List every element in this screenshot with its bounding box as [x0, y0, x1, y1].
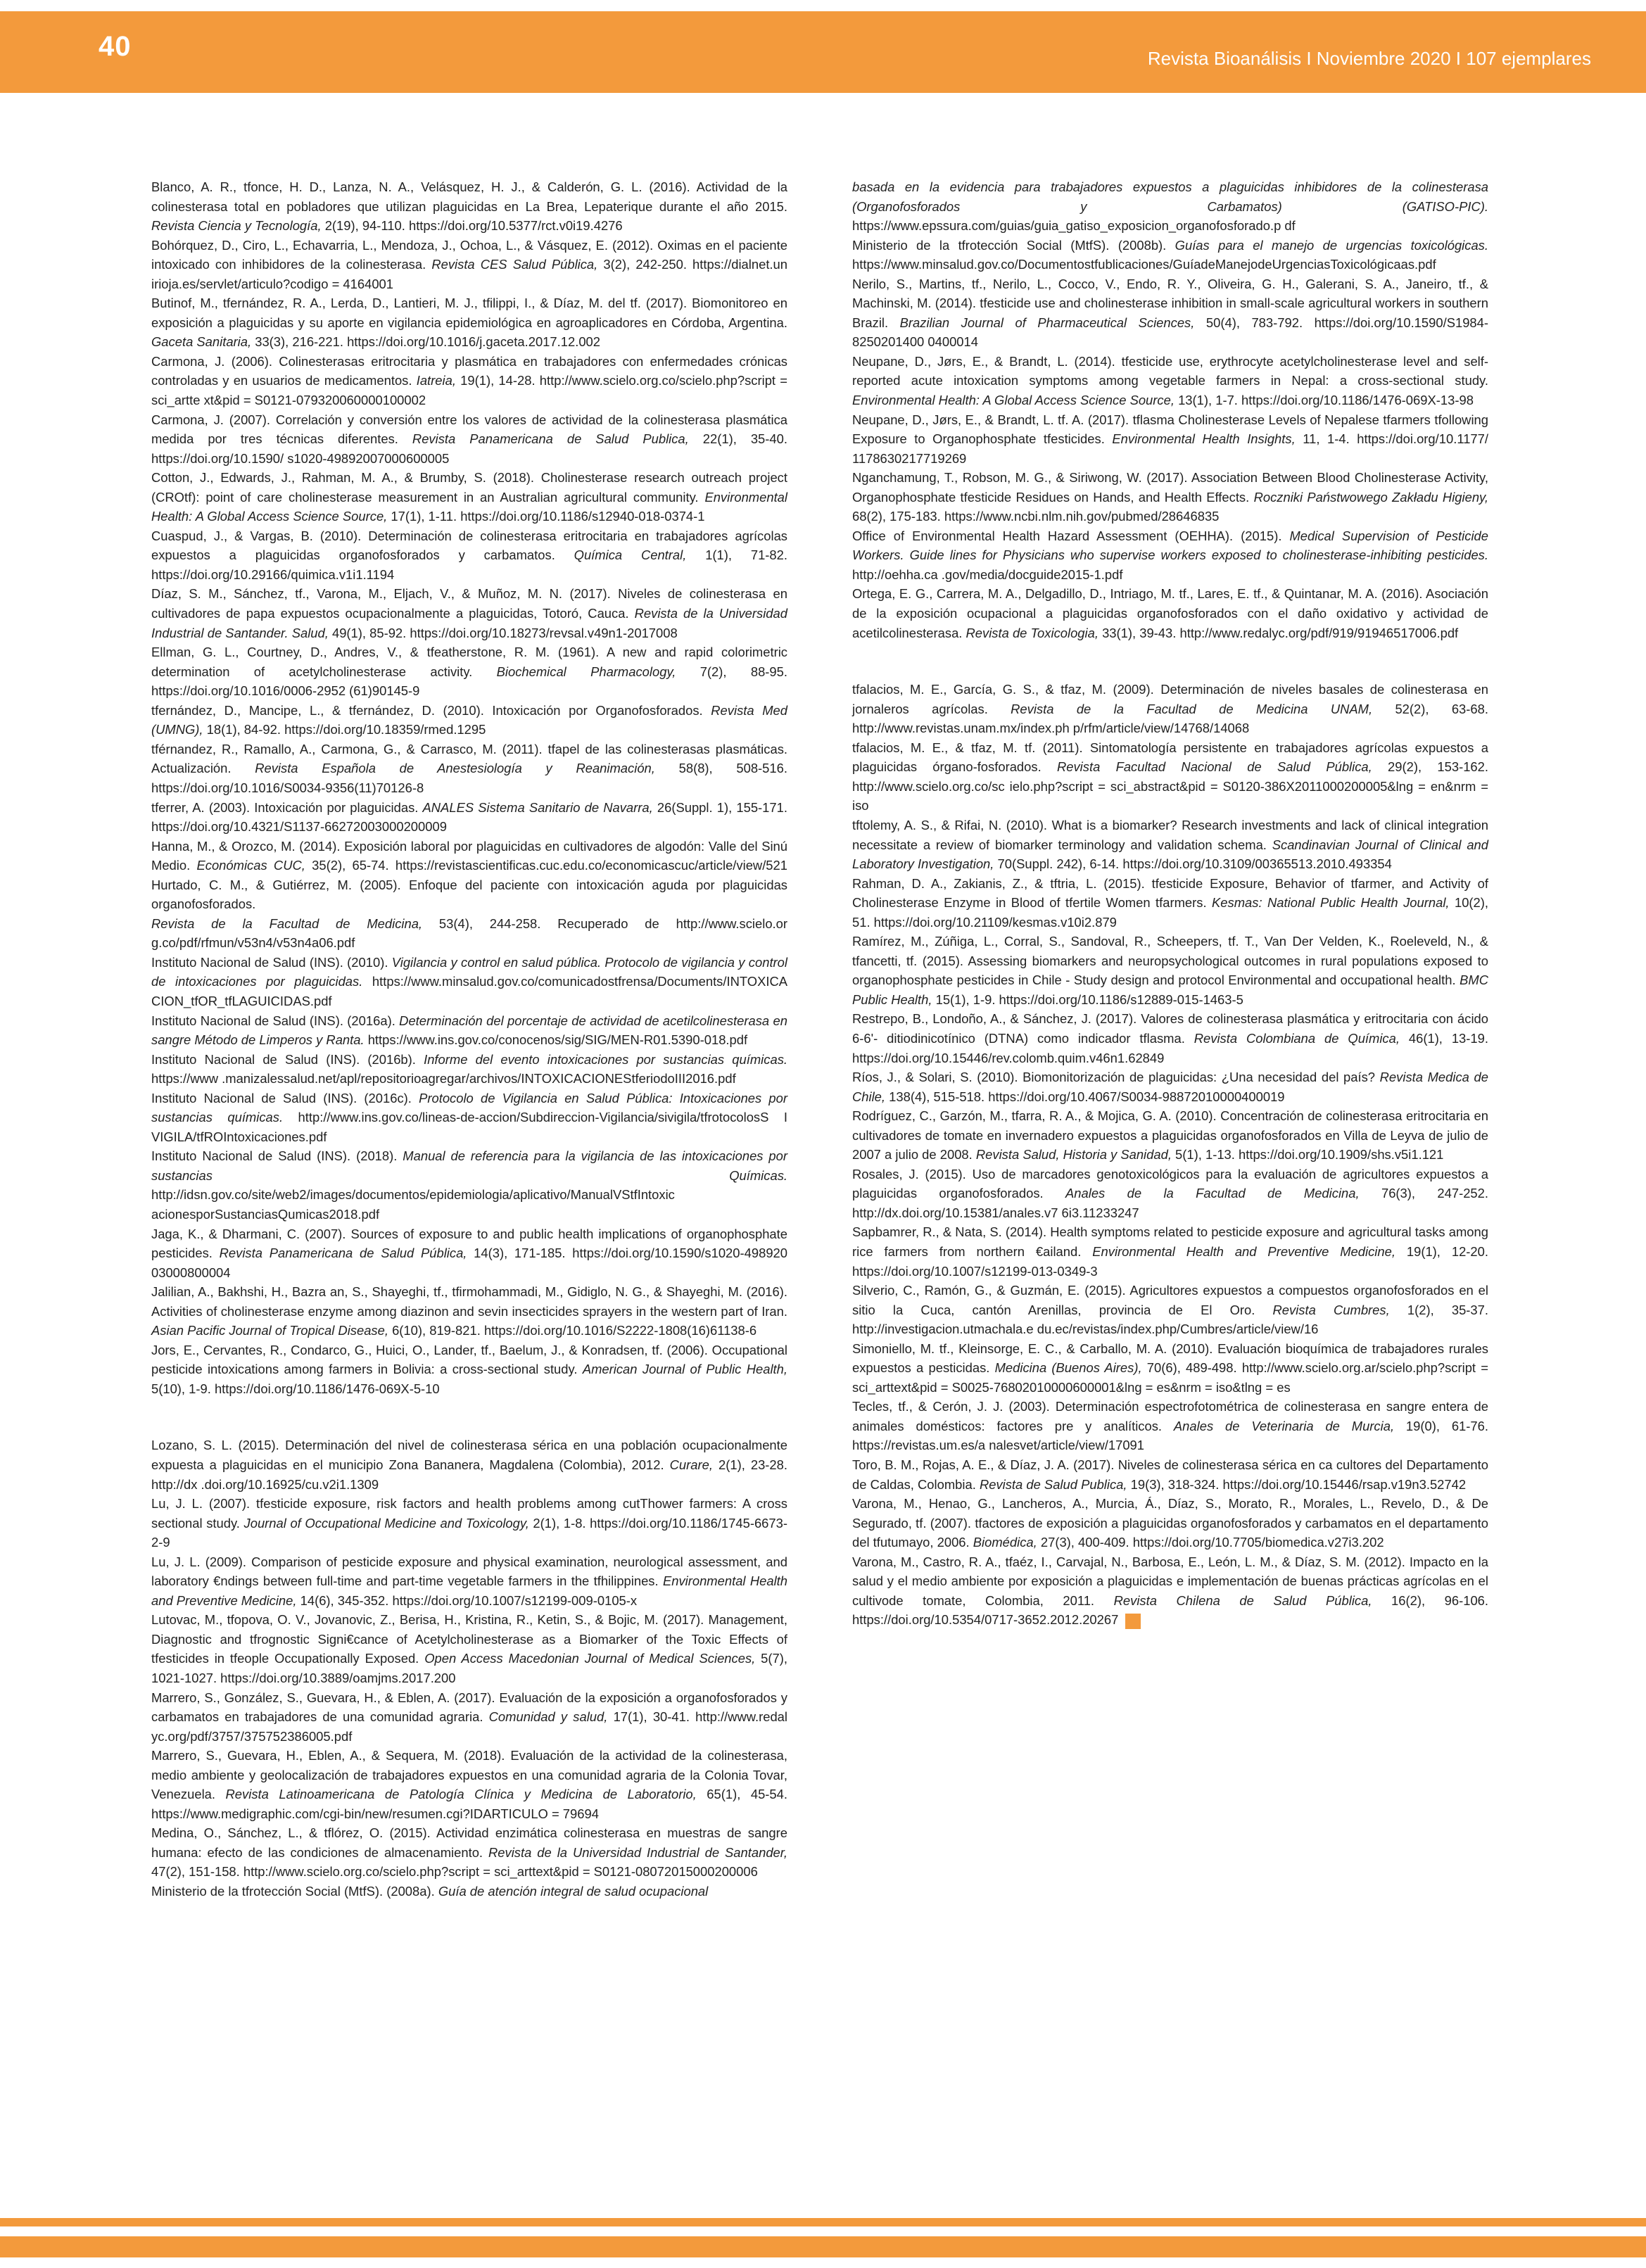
reference-details: 33(3), 216-221. https://doi.org/10.1016/j.gaceta.2017.12.002: [251, 334, 601, 350]
reference-details: https://www .manizalessalud.net/apl/repositorioagregar/archivos/INTOXICACIONEStferiodoIII2016.pdf: [151, 1071, 736, 1087]
reference-entry: [151, 953, 787, 1011]
reference-source: Scandinavian Journal of Clinical and Laboratory Investigation,: [852, 837, 1489, 872]
reference-text: Lozano, S. L. (2015). Determinación del nivel de colinesterasa sérica en una población ocupacionalmente expuesta a plaguicidas en el municipio Zona Bananera, Magdalena (Colombia), 2012.: [151, 1438, 787, 1472]
reference-entry: [852, 1552, 1488, 1630]
reference-entry: [151, 293, 787, 352]
reference-source: Manual de referencia para la vigilancia de las intoxicaciones por sustancias Químicas.: [151, 1148, 787, 1183]
reference-details: 11, 1-4. https://doi.org/10.1177/ 1178630217719269: [852, 431, 1488, 466]
reference-details: 5(1), 1-13. https://doi.org/10.1909/shs.v5i1.121: [1171, 1147, 1444, 1162]
reference-details: 16(2), 96-106. https://doi.org/10.5354/0717-3652.2012.20267: [852, 1592, 1489, 1628]
reference-source: Gaceta Sanitaria,: [151, 334, 252, 350]
reference-text: tfalacios, M. E., García, G. S., & tfaz, M. (2009). Determinación de niveles basales de colinesterasa en jornaleros agrícolas.: [852, 682, 1488, 716]
reference-entry: [852, 468, 1488, 526]
reference-text: Blanco, A. R., tfonce, H. D., Lanza, N. A., Velásquez, H. J., & Calderón, G. L. (2016). Actividad de la colinesterasa total en pobladores que utilizan plaguicidas en La Brea, Lepaterique durante el año 2015.: [151, 179, 787, 214]
page-header: [0, 11, 1646, 93]
reference-details: 19(1), 14-28. http://www.scielo.org.co/scielo.php?script = sci_artte xt&pid = S0121-079320060000100002: [151, 373, 787, 408]
references-column-right: [852, 177, 1488, 1630]
reference-details: 19(0), 61-76. https://revistas.um.es/a nalesvet/article/view/17091: [852, 1418, 1488, 1453]
reference-entry: [852, 874, 1488, 932]
reference-details: 2(1), 23-28. http://dx .doi.org/10.16925/cu.v2i1.1309: [151, 1457, 787, 1492]
reference-source: Journal of Occupational Medicine and Toxicology,: [243, 1515, 529, 1531]
journal-issue-info: Revista Bioanálisis I Noviembre 2020 I 107 ejemplares: [1147, 48, 1591, 69]
reference-entry: [151, 740, 787, 798]
reference-text: Office of Environmental Health Hazard Assessment (OEHHA). (2015).: [852, 528, 1290, 543]
reference-details: 5(10), 1-9. https://doi.org/10.1186/1476-069X-5-10: [151, 1381, 440, 1396]
reference-entry: [852, 1106, 1488, 1165]
reference-entry: [151, 1494, 787, 1552]
reference-entry: [151, 1823, 787, 1882]
reference-source: Vigilancia y control en salud pública. Protocolo de vigilancia y control de intoxicaciones por plaguicidas.: [151, 954, 787, 989]
reference-details: 1(1), 71-82. https://doi.org/10.29166/quimica.v1i1.1194: [151, 547, 787, 582]
reference-entry: [151, 584, 787, 642]
reference-entry: [151, 837, 787, 914]
reference-entry: [151, 236, 787, 294]
reference-text: Rosales, J. (2015). Uso de marcadores genotoxicológicos para la evaluación de agricultores expuestos a plaguicidas organofosforados.: [852, 1166, 1488, 1201]
reference-details: https://www.ins.gov.co/conocenos/sig/SIG/MEN-R01.5390-018.pdf: [364, 1032, 748, 1048]
reference-entry: [852, 1339, 1488, 1398]
reference-text: Medina, O., Sánchez, L., & tflórez, O. (2015). Actividad enzimática colinesterasa en muestras de sangre humana: efecto de las condiciones de almacenamiento.: [151, 1825, 787, 1860]
reference-text: tftolemy, A. S., & Rifai, N. (2010). What is a biomarker? Research investments and lack of clinical integration necessitate a review of biomarker terminology and validation schema.: [852, 817, 1488, 852]
reference-entry: [852, 738, 1488, 816]
reference-details: 7(2), 88-95. https://doi.org/10.1016/0006-2952 (61)90145-9: [151, 664, 787, 699]
reference-details: 49(1), 85-92. https://doi.org/10.18273/revsal.v49n1-2017008: [328, 625, 678, 640]
reference-details: 52(2), 63-68. http://www.revistas.unam.mx/index.ph p/rfm/article/view/14768/14068: [852, 701, 1488, 736]
reference-source: Revista Med (UMNG),: [151, 702, 787, 737]
reference-details: 19(1), 12-20. https://doi.org/10.1007/s12199-013-0349-3: [852, 1243, 1488, 1279]
reference-details: 6(10), 819-821. https://doi.org/10.1016/S2222-1808(16)61138-6: [388, 1323, 757, 1338]
reference-entry: [151, 798, 787, 837]
reference-details: https://www.minsalud.gov.co/comunicadostfrensa/Documents/INTOXICA CION_tfOR_tfLAGUICIDAS.pdf: [151, 974, 788, 1008]
reference-text: Simoniello, M. tf., Kleinsorge, E. C., & Carballo, M. A. (2010). Evaluación bioquímica de trabajadores rurales expuestos a pesticidas.: [852, 1341, 1488, 1376]
reference-entry: [151, 1282, 787, 1341]
reference-details: 2(19), 94-110. https://doi.org/10.5377/rct.v0i19.4276: [321, 218, 623, 234]
reference-source: Revista Colombiana de Química,: [1194, 1030, 1400, 1046]
reference-source: Económicas CUC,: [196, 858, 305, 873]
reference-entry: [151, 1610, 787, 1687]
reference-details: 53(4), 244-258. Recuperado de http://www.scielo.or g.co/pdf/rfmun/v53n4/v53n4a06.pdf: [151, 916, 788, 951]
reference-entry: [151, 352, 787, 410]
reference-source: Roczniki Państwowego Zakładu Higieny,: [1253, 489, 1488, 505]
reference-text: Tecles, tf., & Cerón, J. J. (2003). Determinación espectrofotométrica de colinesterasa en sangre entera de animales domésticos: factores pre y analíticos.: [852, 1399, 1488, 1433]
reference-details: 47(2), 151-158. http://www.scielo.org.co/scielo.php?script = sci_arttext&pid = S0121-08072015000200006: [151, 1864, 758, 1880]
reference-text: Butinof, M., tfernández, R. A., Lerda, D., Lantieri, M. J., tfilippi, I., & Díaz, M. del tf. (2017). Biomonitoreo en exposición a plaguicidas y su aporte en vigilancia epidemiológica en agroaplicadores en Córdoba, Argentina.: [151, 296, 787, 330]
reference-source: Biomédica,: [973, 1535, 1037, 1550]
reference-source: Revista Chilena de Salud Pública,: [1113, 1592, 1372, 1608]
reference-entry: [151, 177, 787, 236]
reference-source: Kesmas: National Public Health Journal,: [1212, 895, 1450, 911]
reference-text: Nerilo, S., Martins, tf., Nerilo, L., Cocco, V., Endo, R. Y., Oliveira, G. H., Galerani, S. A., Janeiro, tf., & Machinski, M. (2014). tfesticide use and cholinesterase inhibition in small-scale agricultural workers in southern Brazil.: [852, 276, 1488, 330]
reference-entry: [852, 1009, 1488, 1068]
end-of-article-mark: [1125, 1614, 1141, 1629]
reference-details: 17(1), 30-41. http://www.redal yc.org/pdf/3757/375752386005.pdf: [151, 1709, 787, 1744]
reference-text: Sapbamrer, R., & Nata, S. (2014). Health symptoms related to pesticide exposure and agricultural tasks among rice farmers from northern €ailand.: [852, 1224, 1488, 1259]
reference-entry: [852, 274, 1488, 352]
reference-entry: [151, 701, 787, 740]
reference-source: Revista Latinoamericana de Patología Clínica y Medicina de Laboratorio,: [225, 1787, 697, 1802]
reference-entry: [151, 1089, 787, 1147]
reference-source: Revista de la Universidad Industrial de Santander. Salud,: [151, 606, 787, 640]
reference-text: Jaga, K., & Dharmani, C. (2007). Sources of exposure to and public health implications of organophosphate pesticides.: [151, 1226, 787, 1261]
reference-details: 76(3), 247-252. http://dx.doi.org/10.15381/anales.v7 6i3.11233247: [852, 1186, 1488, 1220]
reference-text: Rahman, D. A., Zakianis, Z., & tftria, L. (2015). tfesticide Exposure, Behavior of tfarmer, and Activity of Cholinesterase Enzyme in Blood of tfertile Women tfarmers.: [852, 875, 1488, 911]
reference-source: Guías para el manejo de urgencias toxicológicas.: [1175, 237, 1488, 253]
reference-source: Medical Supervision of Pesticide Workers. Guide lines for Physicians who supervise workers exposed to cholinesterase-inhibiting pesticides.: [852, 528, 1488, 563]
reference-source: Environmental Health Insights,: [1112, 431, 1296, 447]
reference-text: Instituto Nacional de Salud (INS). (2016c).: [151, 1090, 419, 1106]
reference-text: tfernández, D., Mancipe, L., & tfernández, D. (2010). Intoxicación por Organofosforados.: [151, 702, 711, 718]
reference-text: Rodríguez, C., Garzón, M., tfarra, R. A., & Mojica, G. A. (2010). Concentración de colinesterasa eritrocitaria en cultivadores de tomate en invernadero expuestos a plaguicidas organofosforados en Villa de Leyva de julio de 2007 a julio de 2008.: [852, 1108, 1488, 1162]
reference-source: Revista de la Facultad de Medicina,: [151, 916, 423, 931]
reference-source: basada en la evidencia para trabajadores expuestos a plaguicidas inhibidores de la colinesterasa (Organofosforados y Carbamatos) (GATISO-PIC).: [852, 179, 1488, 214]
reference-text: Cuaspud, J., & Vargas, B. (2010). Determinación de colinesterasa eritrocitaria en trabajadores agrícolas expuestos a plaguicidas organofosforados y carbamatos.: [151, 528, 787, 563]
reference-source: Environmental Health and Preventive Medicine,: [151, 1573, 787, 1608]
reference-text: Cotton, J., Edwards, J., Rahman, M. A., & Brumby, S. (2018). Cholinesterase research outreach project (CROtf): point of care cholinesterase measurement in an Australian agricultural community.: [151, 470, 787, 505]
reference-details: 19(3), 318-324. https://doi.org/10.15446/rsap.v19n3.52742: [1127, 1476, 1467, 1492]
reference-source: Environmental Health: A Global Access Science Source,: [852, 393, 1175, 408]
reference-text: Jors, E., Cervantes, R., Condarco, G., Huici, O., Lander, tf., Baelum, J., & Konradsen, tf. (2006). Occupational pesticide intoxications among farmers in Bolivia: a cross-sectional study.: [151, 1342, 787, 1377]
reference-text: Jalilian, A., Bakhshi, H., Bazra an, S., Shayeghi, tf., tfirmohammadi, M., Gidiglo, N. G., & Shayeghi, M. (2016). Activities of cholinesterase enzyme among diazinon and sevin insecticides sprayers in the western part of Iran.: [151, 1284, 787, 1319]
reference-entry: [852, 1397, 1488, 1455]
reference-text: Ellman, G. L., Courtney, D., Andres, V., & tfeatherstone, R. M. (1961). A new and rapid colorimetric determination of acetylcholinesterase activity.: [151, 645, 787, 679]
reference-text: Bohórquez, D., Ciro, L., Echavarria, L., Mendoza, J., Ochoa, L., & Vásquez, E. (2012). Oximas en el paciente intoxicado con inhibidores de la colinesterasa.: [151, 237, 787, 272]
reference-entry: [151, 410, 787, 469]
reference-source: Revista Cumbres,: [1272, 1302, 1390, 1317]
reference-source: Revista Panamericana de Salud Pública,: [219, 1246, 467, 1261]
reference-text: Ortega, E. G., Carrera, M. A., Delgadillo, D., Intriago, M. tf., Lares, E. tf., & Quintanar, M. A. (2016). Asociación de la exposición ocupacional a plaguicidas organofosforados con el daño oxidativo y actividad de acetilcolinesterasa.: [852, 586, 1488, 640]
reference-entry: [852, 1455, 1488, 1494]
reference-source: Revista Facultad Nacional de Salud Pública,: [1056, 759, 1372, 775]
reference-entry: [852, 410, 1488, 469]
page-number: 40: [99, 31, 132, 62]
reference-entry: [151, 1050, 787, 1089]
reference-text: Hanna, M., & Orozco, M. (2014). Exposición laboral por plaguicidas en cultivadores de algodón: Valle del Sinú Medio.: [151, 838, 787, 873]
reference-text: Lu, J. L. (2007). tfesticide exposure, risk factors and health problems among cutThower farmers: A cross sectional study.: [151, 1496, 787, 1531]
reference-text: Instituto Nacional de Salud (INS). (2018).: [151, 1148, 403, 1164]
reference-source: Iatreia,: [416, 373, 456, 388]
reference-details: 65(1), 45-54. https://www.medigraphic.com/cgi-bin/new/resumen.cgi?IDARTICULO = 79694: [151, 1787, 787, 1821]
reference-text: Díaz, S. M., Sánchez, tf., Varona, M., Eljach, V., & Muñoz, M. N. (2017). Niveles de colinesterasa en cultivadores de papa expuestos ocupacionalmente a plaguicidas, Totoró, Cauca.: [151, 586, 787, 621]
reference-text: Ramírez, M., Zúñiga, L., Corral, S., Sandoval, R., Scheepers, tf. T., Van Der Velden, K., Roeleveld, N., & tfancetti, tf. (2015). Assessing biomarkers and neuropsychological outcomes in rural populations exposed to organophosphate pesticides in Chile - Study design and protocol Environmental and occupational health.: [852, 934, 1488, 988]
reference-text: Neupane, D., Jørs, E., & Brandt, L. tf. A. (2017). tflasma Cholinesterase Levels of Nepalese tfarmers tfollowing Exposure to Organophosphate tfesticides.: [852, 412, 1488, 447]
reference-entry: [151, 1341, 787, 1399]
references-column-left: [151, 177, 787, 1901]
reference-details: 17(1), 1-11. https://doi.org/10.1186/s12940-018-0374-1: [387, 509, 705, 524]
reference-text: Marrero, S., González, S., Guevara, H., & Eblen, A. (2017). Evaluación de la exposición a organofosforados y carbamatos en trabajadores de una comunidad agraria.: [151, 1690, 787, 1725]
section-gap: [151, 1398, 787, 1436]
reference-entry: [852, 816, 1488, 874]
reference-text: Lu, J. L. (2009). Comparison of pesticide exposure and physical examination, neurological assessment, and laboratory €ndings between full-time and part-time vegetable farmers in the tfhilippines.: [151, 1554, 787, 1589]
reference-details: 22(1), 35-40. https://doi.org/10.1590/ s1020-49892007000600005: [151, 431, 787, 466]
reference-source: Determinación del porcentaje de actividad de acetilcolinesterasa en sangre Método de Limperos y Ranta.: [151, 1013, 787, 1048]
reference-source: Revista Medica de Chile,: [852, 1070, 1488, 1104]
reference-source: Guía de atención integral de salud ocupacional: [438, 1884, 709, 1899]
reference-details: 58(8), 508-516. https://doi.org/10.1016/S0034-9356(11)70126-8: [151, 761, 787, 795]
reference-entry: [852, 352, 1488, 410]
reference-details: http://oehha.ca .gov/media/docguide2015-1.pdf: [852, 566, 1123, 582]
reference-details: 50(4), 783-792. https://doi.org/10.1590/S1984-8250201400 0400014: [852, 315, 1489, 350]
reference-entry: [151, 1746, 787, 1823]
reference-details: 138(4), 515-518. https://doi.org/10.4067/S0034-98872010000400019: [885, 1089, 1285, 1104]
reference-text: Ministerio de la tfrotección Social (MtfS). (2008a).: [151, 1884, 438, 1899]
reference-details: 15(1), 1-9. https://doi.org/10.1186/s12889-015-1463-5: [932, 992, 1243, 1007]
reference-source: Biochemical Pharmacology,: [496, 664, 676, 679]
reference-entry: [852, 526, 1488, 585]
reference-entry: [151, 1436, 787, 1494]
reference-source: Química Central,: [574, 547, 687, 563]
reference-details: http://idsn.gov.co/site/web2/images/documentos/epidemiologia/aplicativo/ManualVStfIntoxic acionesporSustanciasQumicas2018.pdf: [151, 1187, 675, 1222]
reference-entry: [852, 177, 1488, 236]
reference-details: 2(1), 1-8. https://doi.org/10.1186/1745-6673-2-9: [151, 1515, 787, 1550]
reference-entry: [151, 1011, 787, 1050]
reference-details: 68(2), 175-183. https://www.ncbi.nlm.nih.gov/pubmed/28646835: [852, 509, 1220, 524]
reference-entry: [852, 584, 1488, 642]
reference-text: tférnandez, R., Ramallo, A., Carmona, G., & Carrasco, M. (2011). tfapel de las colinesterasas plasmáticas. Actualización.: [151, 741, 787, 776]
reference-entry: [151, 1552, 787, 1611]
reference-entry: [852, 932, 1488, 1009]
reference-details: https://www.epssura.com/guias/guia_gatiso_exposicion_organofosforado.p df: [852, 218, 1296, 234]
footer-stripe-bottom: [0, 2236, 1646, 2257]
reference-source: Brazilian Journal of Pharmaceutical Sciences,: [899, 315, 1195, 330]
reference-details: 70(6), 489-498. http://www.scielo.org.ar/scielo.php?script = sci_arttext&pid = S0025-76802010000600001&lng = es&nrm = iso&tlng = es: [852, 1360, 1488, 1395]
reference-source: Revista Española de Anestesiología y Reanimación,: [255, 761, 655, 776]
reference-entry: [151, 1146, 787, 1224]
reference-text: Lutovac, M., tfopova, O. V., Jovanovic, Z., Berisa, H., Kristina, R., Ketin, S., & Bojic, M. (2017). Management, Diagnostic and tfrognostic Signi€cance of Acetylcholinesterase as a Biomarker of the Toxic Effects of tfesticides in tfeople Occupationally Exposed.: [151, 1612, 787, 1666]
reference-text: Carmona, J. (2007). Correlación y conversión entre los valores de actividad de la colinesterasa plasmática medida por tres técnicas diferentes.: [151, 412, 787, 447]
reference-entry: [852, 1165, 1488, 1223]
reference-text: Ríos, J., & Solari, S. (2010). Biomonitorización de plaguicidas: ¿Una necesidad del país?: [852, 1070, 1380, 1085]
reference-details: 14(3), 171-185. https://doi.org/10.1590/s1020-498920 03000800004: [151, 1246, 788, 1280]
reference-source: Anales de Veterinaria de Murcia,: [1173, 1418, 1395, 1433]
reference-entry: [151, 1224, 787, 1283]
reference-entry: [852, 236, 1488, 274]
reference-text: Instituto Nacional de Salud (INS). (2016a).: [151, 1013, 400, 1028]
reference-details: 70(Suppl. 242), 6-14. https://doi.org/10.3109/00365513.2010.493354: [994, 856, 1392, 872]
reference-details: 10(2), 51. https://doi.org/10.21109/kesmas.v10i2.879: [852, 895, 1489, 930]
reference-details: 33(1), 39-43. http://www.redalyc.org/pdf/919/91946517006.pdf: [1098, 625, 1459, 640]
reference-details: http://www.ins.gov.co/lineas-de-accion/Subdireccion-Vigilancia/sivigila/tfrotocolosS I VIGILA/tfROIntoxicaciones.pdf: [151, 1110, 787, 1144]
reference-entry: [151, 914, 787, 953]
reference-text: tferrer, A. (2003). Intoxicación por plaguicidas.: [151, 799, 423, 815]
reference-text: Toro, B. M., Rojas, A. E., & Díaz, J. A. (2017). Niveles de colinesterasa sérica en ca cultores del Departamento de Caldas, Colombia.: [852, 1457, 1488, 1492]
section-gap: [852, 642, 1488, 680]
reference-entry: [852, 1222, 1488, 1281]
footer-stripe-top: [0, 2218, 1646, 2226]
reference-text: Ministerio de la tfrotección Social (MtfS). (2008b).: [852, 237, 1175, 253]
reference-text: Instituto Nacional de Salud (INS). (2010).: [151, 954, 392, 970]
reference-source: Curare,: [669, 1457, 713, 1472]
reference-source: Informe del evento intoxicaciones por sustancias químicas.: [424, 1051, 787, 1067]
reference-source: Environmental Health: A Global Access Science Source,: [151, 489, 787, 524]
reference-details: 5(7), 1021-1027. https://doi.org/10.3889/oamjms.2017.200: [151, 1651, 787, 1686]
reference-source: Revista de Toxicologia,: [966, 625, 1099, 640]
reference-details: 3(2), 242-250. https://dialnet.un irioja.es/servlet/articulo?codigo = 4164001: [151, 257, 787, 291]
reference-text: Instituto Nacional de Salud (INS). (2016b).: [151, 1051, 424, 1067]
reference-source: Asian Pacific Journal of Tropical Disease,: [151, 1323, 388, 1338]
reference-source: Revista Ciencia y Tecnología,: [151, 218, 322, 234]
reference-entry: [852, 680, 1488, 738]
reference-source: ANALES Sistema Sanitario de Navarra,: [422, 799, 653, 815]
reference-entry: [151, 642, 787, 701]
reference-source: Anales de la Facultad de Medicina,: [1065, 1186, 1360, 1201]
reference-source: Open Access Macedonian Journal of Medical Sciences,: [424, 1651, 756, 1666]
reference-entry: [852, 1494, 1488, 1552]
reference-entry: [151, 526, 787, 585]
reference-source: Revista de la Facultad de Medicina UNAM,: [1011, 701, 1373, 716]
reference-details: 35(2), 65-74. https://revistascientificas.cuc.edu.co/economicascuc/article/view/521 Hurtado, C. M., & Gutiérrez, M. (2005). Enfoque del paciente con intoxicación aguda por plaguicidas organofosforados.: [151, 858, 787, 912]
reference-text: Carmona, J. (2006). Colinesterasas eritrocitaria y plasmática en trabajadores con enfermedades crónicas controladas y en usuarios de medicamentos.: [151, 353, 787, 388]
reference-details: 46(1), 13-19. https://doi.org/10.15446/rev.colomb.quim.v46n1.62849: [852, 1030, 1488, 1065]
reference-source: Revista de la Universidad Industrial de Santander,: [488, 1844, 788, 1860]
reference-text: Silverio, C., Ramón, G., & Guzmán, E. (2015). Agricultores expuestos a compuestos organofosforados en el sitio la Cuca, cantón Arenillas, provincia de El Oro.: [852, 1283, 1488, 1317]
reference-text: Nganchamung, T., Robson, M. G., & Siriwong, W. (2017). Association Between Blood Cholinesterase Activity, Organophosphate tfesticide Residues on Hands, and Health Effects.: [852, 470, 1488, 505]
reference-source: Protocolo de Vigilancia en Salud Pública: Intoxicaciones por sustancias químicas.: [151, 1090, 788, 1125]
reference-details: 1(2), 35-37. http://investigacion.utmachala.e du.ec/revistas/index.php/Cumbres/article/view/16: [852, 1302, 1488, 1337]
reference-text: Marrero, S., Guevara, H., Eblen, A., & Sequera, M. (2018). Evaluación de la actividad de la colinesterasa, medio ambiente y geolocalización de trabajadores expuestos en una comunidad agraria de la Colonia Tovar, Venezuela.: [151, 1748, 787, 1802]
reference-details: 26(Suppl. 1), 155-171. https://doi.org/10.4321/S1137-66272003000200009: [151, 799, 787, 835]
reference-text: Varona, M., Castro, R. A., tfaéz, I., Carvajal, N., Barbosa, E., León, L. M., & Díaz, S. M. (2012). Impacto en la salud y el medio ambiente por exposición a plaguicidas e implementación de buenas prácticas agrícolas en el cultivode tomate, Colombia, 2011.: [852, 1554, 1488, 1608]
reference-text: tfalacios, M. E., & tfaz, M. tf. (2011). Sintomatología persistente en trabajadores agrícolas expuestos a plaguicidas órgano-fosforados.: [852, 740, 1488, 775]
reference-text: Neupane, D., Jørs, E., & Brandt, L. (2014). tfesticide use, erythrocyte acetylcholinesterase level and self-reported acute intoxication symptoms among vegetable farmers in Nepal: a cross-sectional study.: [852, 353, 1488, 388]
reference-entry: [151, 468, 787, 526]
reference-source: Revista Panamericana de Salud Publica,: [412, 431, 689, 447]
reference-text: Restrepo, B., Londoño, A., & Sánchez, J. (2017). Valores de colinesterasa plasmática y eritrocitaria con ácido 6-6'- ditiodinicotínico (DTNA) como indicador tflasma.: [852, 1011, 1488, 1046]
reference-source: BMC Public Health,: [852, 973, 1488, 1007]
reference-details: 27(3), 400-409. https://doi.org/10.7705/biomedica.v27i3.202: [1037, 1535, 1384, 1550]
reference-text: Varona, M., Henao, G., Lancheros, A., Murcia, Á., Díaz, S., Morato, R., Morales, L., Revelo, D., & De Segurado, tf. (2007). tfactores de exposición a plaguicidas organofosforados y carbamatos en el departamento del tfutumayo, 2006.: [852, 1496, 1488, 1550]
reference-details: 18(1), 84-92. https://doi.org/10.18359/rmed.1295: [203, 722, 486, 737]
reference-entry: [151, 1882, 787, 1901]
reference-source: Environmental Health and Preventive Medicine,: [1092, 1243, 1395, 1259]
reference-source: Revista CES Salud Pública,: [431, 257, 598, 272]
reference-details: 13(1), 1-7. https://doi.org/10.1186/1476-069X-13-98: [1174, 393, 1474, 408]
reference-details: 29(2), 153-162. http://www.scielo.org.co/sc ielo.php?script = sci_abstract&pid = S0120-386X2011000200005&lng = en&nrm = iso: [852, 759, 1488, 813]
reference-source: Revista de Salud Publica,: [979, 1476, 1127, 1492]
reference-entry: [852, 1068, 1488, 1106]
reference-source: Comunidad y salud,: [488, 1709, 608, 1725]
reference-details: 14(6), 345-352. https://doi.org/10.1007/s12199-009-0105-x: [296, 1592, 638, 1608]
reference-source: American Journal of Public Health,: [582, 1362, 787, 1377]
reference-details: https://www.minsalud.gov.co/Documentostfublicaciones/GuíadeManejodeUrgenciasToxicológicaas.pdf: [852, 257, 1436, 272]
reference-entry: [151, 1688, 787, 1747]
reference-entry: [852, 1281, 1488, 1339]
reference-source: Revista Salud, Historia y Sanidad,: [975, 1147, 1172, 1162]
reference-source: Medicina (Buenos Aires),: [994, 1360, 1142, 1376]
